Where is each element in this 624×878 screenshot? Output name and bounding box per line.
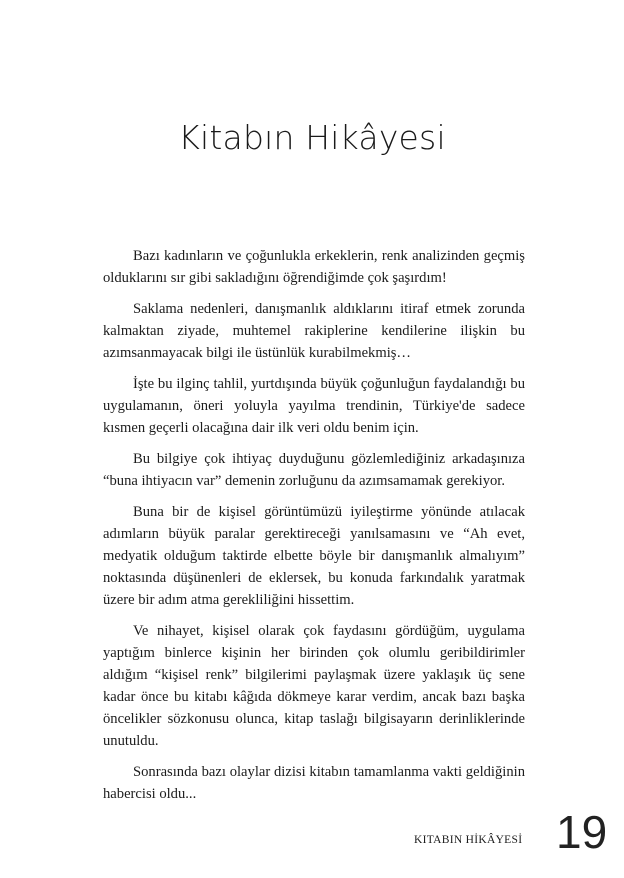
paragraph: Buna bir de kişisel görüntümüzü iyileştirme yönünde atılacak adımların büyük paralar gerektireceği yanılsamasını ve “Ah evet, medyatik olduğum taktirde elbette böyle bir danışmanlık almalıyım” noktasında düşünenleri de eklersek, bu konuda farkındalık yaratmak üzere bir adım atma gerekliliğini hissettim. — [103, 504, 525, 608]
paragraph: Bazı kadınların ve çoğunlukla erkeklerin, renk analizinden geçmiş olduklarını sır gibi sakladığını öğrendiğimde çok şaşırdım! — [103, 248, 525, 286]
chapter-title: Kitabın Hikâyesi — [178, 118, 446, 158]
body-text — [103, 245, 525, 814]
paragraph: Ve nihayet, kişisel olarak çok faydasını gördüğüm, uygulama yaptığım binlerce kişinin her birinden çok olumlu geribildirimler aldığım “kişisel renk” bilgilerimi paylaşmak üzere yaklaşık üç sene kadar önce bu kitabı kâğıda dökmeye karar verdim, ancak bazı başka öncelikler sözkonusu olunca, kitap taslağı bilgisayarın derinliklerinde unutuldu. — [103, 623, 525, 749]
paragraph: İşte bu ilginç tahlil, yurtdışında büyük çoğunluğun faydalandığı bu uygulamanın, öneri yoluyla yayılma trendinin, Türkiye'de sadece kısmen geçerli olacağına dair ilk veri oldu benim için. — [103, 376, 525, 436]
paragraph: Sonrasında bazı olaylar dizisi kitabın tamamlanma vakti geldiğinin habercisi oldu... — [103, 764, 525, 802]
page-number: 19 — [556, 806, 608, 858]
paragraph: Saklama nedenleri, danışmanlık aldıklarını itiraf etmek zorunda kalmaktan ziyade, muhtemel rakiplerine kendilerine ilişkin bu azımsanmayacak bilgi ile üstünlük kurabilmekmiş… — [103, 301, 525, 361]
running-header: KITABIN HİKÂYESİ — [414, 834, 523, 846]
paragraph: Bu bilgiye çok ihtiyaç duyduğunu gözlemlediğiniz arkadaşınıza “buna ihtiyacın var” demenin zorluğunu da azımsamamak gerekiyor. — [103, 451, 525, 489]
